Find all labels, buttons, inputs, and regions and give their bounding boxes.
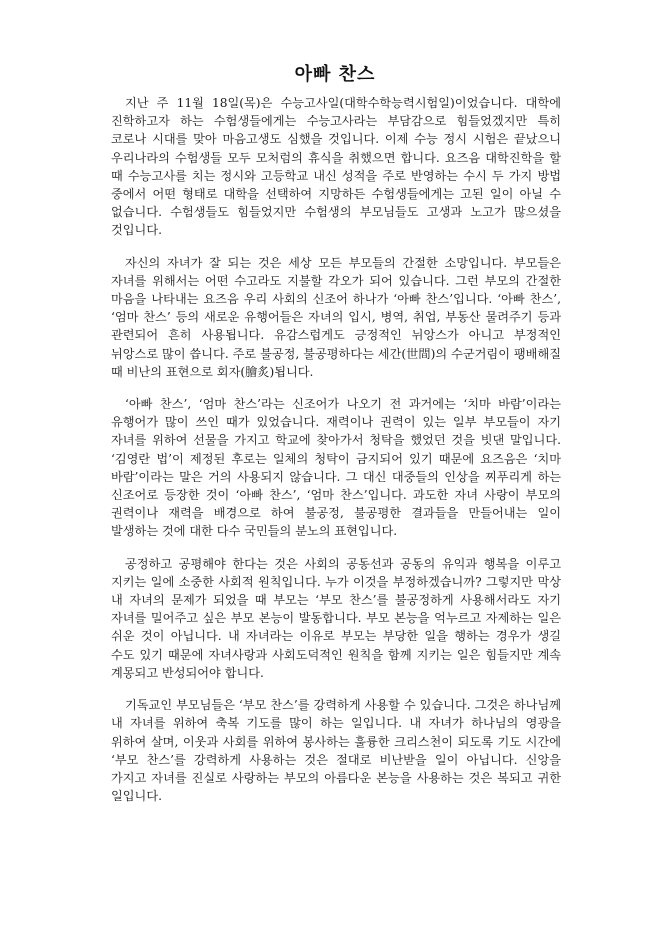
paragraph-2: 자신의 자녀가 잘 되는 것은 세상 모든 부모들의 간절한 소망입니다. 부모들은 자녀를 위해서는 어떤 수고라도 지불할 각오가 되어 있습니다. 그런 부모의 간절한 마음을 나타내는 요즈음 우리 사회의 신조어 하나가 ‘아빠 찬스’입니다. ‘아빠 찬스’, ‘엄마 찬스’ 등의 새로운 유행어들은 자녀의 입시, 병역, 취업, 부동산 물려주기 등과 관련되어 흔히 사용됩니다. 유감스럽게도 긍정적인 뉘앙스가 아니고 부정적인 뉘앙스로 많이 씁니다. 주로 불공정, 불공평하다는 세간(世間)의 수군거림이 팽배해질 때 비난의 표현으로 회자(膾炙)됩니다. (111, 255, 561, 379)
paragraph-4: 공정하고 공평해야 한다는 것은 사회의 공동선과 공동의 유익과 행복을 이루고 지키는 일에 소중한 사회적 원칙입니다. 누가 이것을 부정하겠습니까? 그렇지만 막상 내 자녀의 문제가 되었을 때 부모는 ‘부모 찬스’를 불공정하게 사용해서라도 자기 자녀를 밀어주고 싶은 부모 본능이 발동합니다. 부모 본능을 억누르고 자제하는 일은 쉬운 것이 아닙니다. 내 자녀라는 이유로 부모는 부당한 일을 행하는 경우가 생길 수도 있기 때문에 자녀사랑과 사회도덕적인 원칙을 함께 지키는 일은 힘들지만 계속 계몽되고 반성되어야 합니다. (111, 556, 561, 680)
paragraph-5: 기독교인 부모님들은 ‘부모 찬스’를 강력하게 사용할 수 있습니다. 그것은 하나님께 내 자녀를 위하여 축복 기도를 많이 하는 일입니다. 내 자녀가 하나님의 영광을 위하여 살며, 이웃과 사회를 위하여 봉사하는 훌륭한 크리스천이 되도록 기도 시간에 ‘부모 찬스’를 강력하게 사용하는 것은 절대로 비난받을 일이 아닙니다. 신앙을 가지고 자녀를 진실로 사랑하는 부모의 아름다운 본능을 사용하는 것은 복되고 귀한 일입니다. (111, 698, 561, 804)
paragraph-1: 지난 주 11월 18일(목)은 수능고사일(대학수학능력시험일)이었습니다. 대학에 진학하고자 하는 수험생들에게는 수능고사라는 부담감으로 힘들었겠지만 특히 코로나 시대를 맞아 마음고생도 심했을 것입니다. 이제 수능 정시 시험은 끝났으니 우리나라의 수험생들 모두 모처럼의 휴식을 취했으면 합니다. 요즈음 대학진학을 할 때 수능고사를 치는 정시와 고등학교 내신 성적을 주로 반영하는 수시 두 가지 방법 중에서 어떤 형태로 대학을 선택하여 지망하든 수험생들에게는 고된 일이 아닐 수 없습니다. 수험생들도 힘들었지만 수험생의 부모님들도 고생과 노고가 많으셨을 것입니다. (111, 96, 561, 238)
document-title: 아빠 찬스 (294, 64, 376, 85)
paragraph-3: ‘아빠 찬스’, ‘엄마 찬스’라는 신조어가 나오기 전 과거에는 ‘치마 바람’이라는 유행어가 많이 쓰인 때가 있었습니다. 재력이나 권력이 있는 일부 부모들이 자기 자녀를 위하여 선물을 가지고 학교에 찾아가서 청탁을 했었던 것을 빗댄 말입니다. ‘김영란 법’이 제정된 후로는 일체의 청탁이 금지되어 있기 때문에 요즈음은 ‘치마 바람’이라는 말은 거의 사용되지 않습니다. 그 대신 대중들의 인상을 찌푸리게 하는 신조어로 등장한 것이 ‘아빠 찬스’, ‘엄마 찬스’입니다. 과도한 자녀 사랑이 부모의 권력이나 재력을 배경으로 하여 불공정, 불공평한 결과들을 만들어내는 일이 발생하는 것에 대한 다수 국민들의 분노의 표현입니다. (111, 397, 561, 539)
document-body (111, 94, 561, 819)
